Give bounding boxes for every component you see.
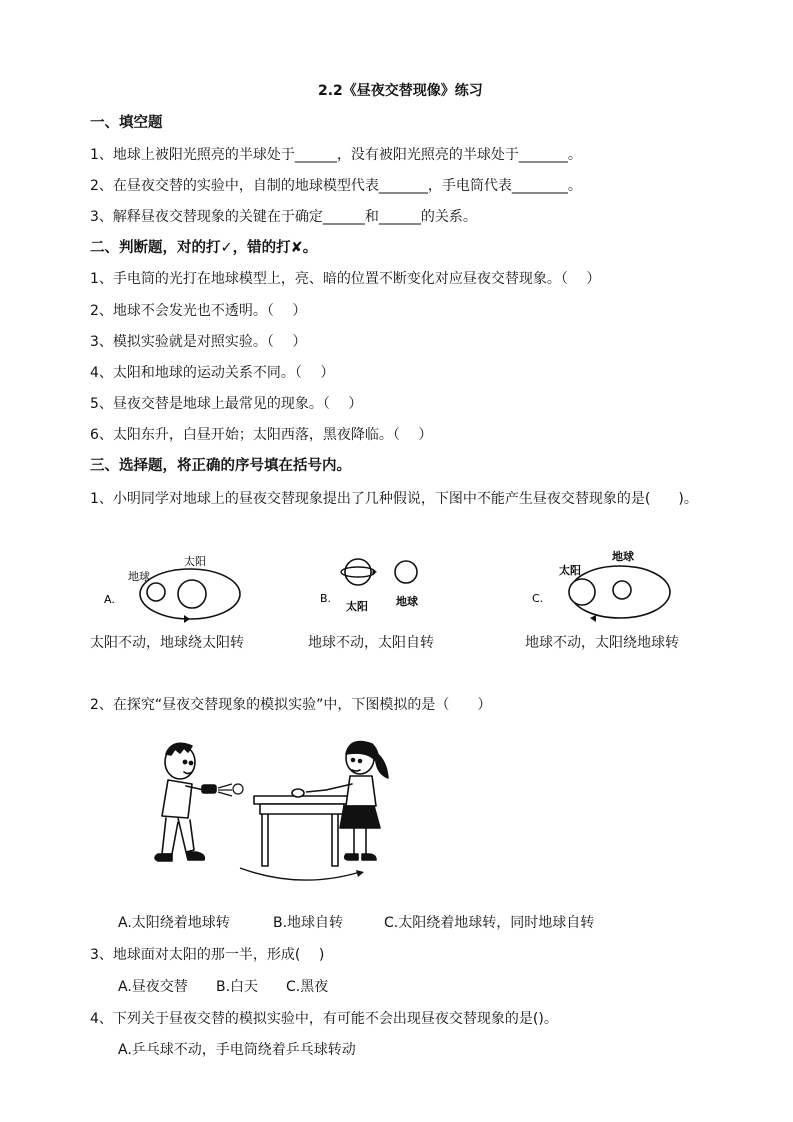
- diagram-b-letter: B.: [320, 592, 332, 605]
- diagram-c-sun-label: 太阳: [559, 564, 581, 577]
- orbit-arrow-icon: [184, 615, 190, 623]
- choice-question-3: 3、地球面对太阳的那一半，形成( ): [90, 947, 325, 963]
- table-with-ball: [254, 789, 350, 866]
- true-false-question-4: 4、太阳和地球的运动关系不同。（ ）: [90, 365, 335, 381]
- diagram-b-earth-label: 地球: [396, 595, 418, 608]
- diagram-a-caption: 太阳不动，地球绕太阳转: [90, 635, 244, 651]
- q3-option-c: C.黑夜: [286, 979, 329, 995]
- page-title: 2.2《昼夜交替现像》练习: [318, 83, 483, 99]
- fill-blank-question-1: 1、地球上被阳光照亮的半球处于______，没有被阳光照亮的半球处于_______。: [90, 147, 582, 163]
- true-false-question-6: 6、太阳东升，白昼开始；太阳西落，黑夜降临。（ ）: [90, 427, 433, 443]
- rotation-path: [240, 868, 360, 880]
- boy-with-flashlight: [155, 743, 216, 861]
- rotation-arrow-icon: [356, 870, 364, 877]
- sun-circle: [178, 580, 206, 608]
- q2-option-b: B.地球自转: [273, 915, 344, 931]
- diagram-a-letter: A.: [104, 593, 115, 606]
- true-false-question-3: 3、模拟实验就是对照实验。（ ）: [90, 334, 307, 350]
- q3-option-b: B.白天: [216, 979, 259, 995]
- true-false-question-1: 1、手电筒的光打在地球模型上，亮、暗的位置不断变化对应昼夜交替现象。（ ）: [90, 271, 601, 287]
- q4-option-a: A.乒乓球不动，手电筒绕着乒乓球转动: [118, 1042, 356, 1058]
- true-false-question-2: 2、地球不会发光也不透明。（ ）: [90, 303, 307, 319]
- sun-circle: [345, 559, 371, 585]
- diagram-a: [98, 548, 248, 628]
- fill-blank-question-2: 2、在昼夜交替的实验中，自制的地球模型代表_______，手电筒代表________。: [90, 178, 582, 194]
- earth-circle: [613, 581, 631, 599]
- diagram-b-sun-label: 太阳: [346, 600, 368, 613]
- diagram-c-letter: C.: [532, 592, 544, 605]
- choice-question-1: 1、小明同学对地球上的昼夜交替现象提出了几种假说，下图中不能产生昼夜交替现象的是( )。: [90, 491, 698, 507]
- diagram-a-earth-label: 地球: [128, 570, 150, 583]
- diagram-a-sun-label: 太阳: [184, 555, 206, 568]
- q2-option-c: C.太阳绕着地球转，同时地球自转: [384, 915, 595, 931]
- section-heading-true-false: 二、判断题，对的打✓，错的打✘。: [90, 240, 318, 256]
- diagram-b: [314, 550, 434, 620]
- section-heading-multiple-choice: 三、选择题，将正确的序号填在括号内。: [90, 458, 351, 474]
- earth-circle: [147, 583, 165, 601]
- diagram-c: [526, 546, 676, 626]
- orbit-arrow-icon: [590, 615, 596, 622]
- choice-question-2: 2、在探究“昼夜交替现象的模拟实验”中，下图模拟的是（ ）: [90, 697, 492, 713]
- simulation-experiment-illustration: [148, 732, 408, 882]
- diagram-c-earth-label: 地球: [612, 550, 634, 563]
- earth-circle: [395, 561, 417, 583]
- fill-blank-question-3: 3、解释昼夜交替现象的关键在于确定______和______的关系。: [90, 209, 477, 225]
- q2-option-a: A.太阳绕着地球转: [118, 915, 230, 931]
- true-false-question-5: 5、昼夜交替是地球上最常见的现象。（ ）: [90, 396, 363, 412]
- diagram-c-caption: 地球不动，太阳绕地球转: [525, 635, 679, 651]
- diagram-b-caption: 地球不动，太阳自转: [308, 635, 434, 651]
- sun-circle: [569, 579, 595, 605]
- q3-option-a: A.昼夜交替: [118, 979, 188, 995]
- light-beam-icon: [218, 784, 243, 796]
- choice-question-4: 4、下列关于昼夜交替的模拟实验中，有可能不会出现昼夜交替现象的是()。: [90, 1011, 558, 1027]
- section-heading-fill-blank: 一、填空题: [90, 115, 163, 131]
